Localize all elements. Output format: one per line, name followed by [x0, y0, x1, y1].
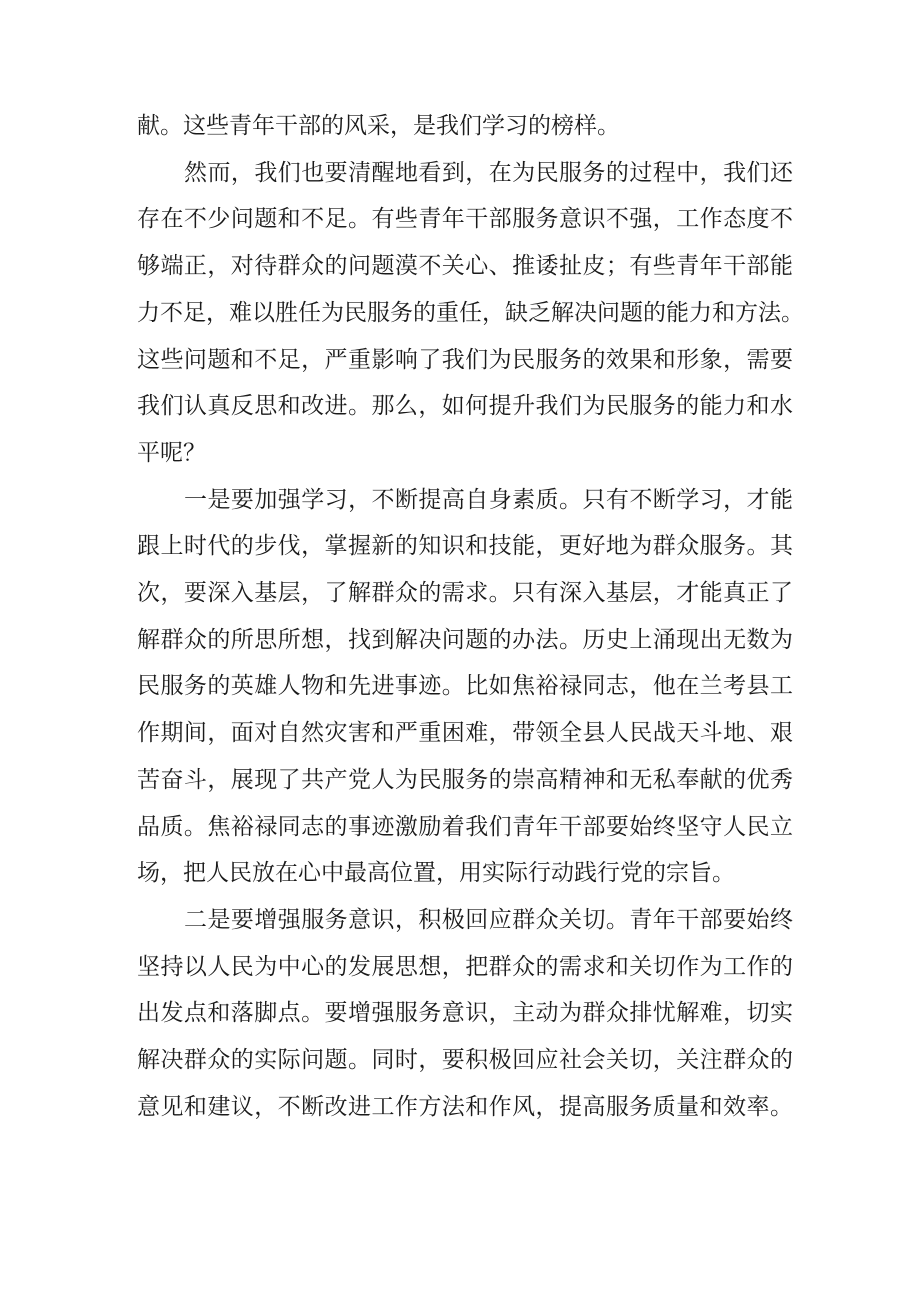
text-line: 力不足，难以胜任为民服务的重任，缺乏解决问题的能力和方法。: [137, 299, 804, 326]
text-line: 平呢？: [137, 439, 206, 466]
text-line: 解群众的所思所想，找到解决问题的办法。历史上涌现出无数为: [137, 626, 793, 653]
text-line: 存在不少问题和不足。有些青年干部服务意识不强，工作态度不: [137, 206, 793, 233]
text-line: 意见和建议，不断改进工作方法和作风，提高服务质量和效率。: [137, 1093, 793, 1120]
text-line: 一是要加强学习，不断提高自身素质。只有不断学习，才能: [184, 486, 793, 513]
text-line: 二是要增强服务意识，积极回应群众关切。青年干部要始终: [184, 906, 793, 933]
text-line: 然而，我们也要清醒地看到，在为民服务的过程中，我们还: [184, 159, 793, 186]
text-line: 出发点和落脚点。要增强服务意识，主动为群众排忧解难，切实: [137, 1000, 793, 1027]
text-line: 民服务的英雄人物和先进事迹。比如焦裕禄同志，他在兰考县工: [137, 673, 793, 700]
text-line: 这些问题和不足，严重影响了我们为民服务的效果和形象，需要: [137, 346, 793, 373]
text-line: 次，要深入基层，了解群众的需求。只有深入基层，才能真正了: [137, 580, 793, 606]
text-line: 苦奋斗，展现了共产党人为民服务的崇高精神和无私奉献的优秀: [137, 766, 793, 793]
text-line: 我们认真反思和改进。那么，如何提升我们为民服务的能力和水: [137, 393, 793, 420]
text-line: 献。这些青年干部的风采，是我们学习的榜样。: [137, 113, 620, 139]
text-line: 跟上时代的步伐，掌握新的知识和技能，更好地为群众服务。其: [137, 533, 793, 560]
text-line: 够端正，对待群众的问题漠不关心、推诿扯皮；有些青年干部能: [137, 253, 793, 280]
text-line: 作期间，面对自然灾害和严重困难，带领全县人民战天斗地、艰: [137, 720, 793, 747]
text-line: 解决群众的实际问题。同时，要积极回应社会关切，关注群众的: [137, 1047, 793, 1073]
text-line: 品质。焦裕禄同志的事迹激励着我们青年干部要始终坚守人民立: [137, 813, 793, 840]
text-line: 场，把人民放在心中最高位置，用实际行动践行党的宗旨。: [137, 860, 735, 887]
text-line: 坚持以人民为中心的发展思想，把群众的需求和关切作为工作的: [137, 953, 793, 980]
